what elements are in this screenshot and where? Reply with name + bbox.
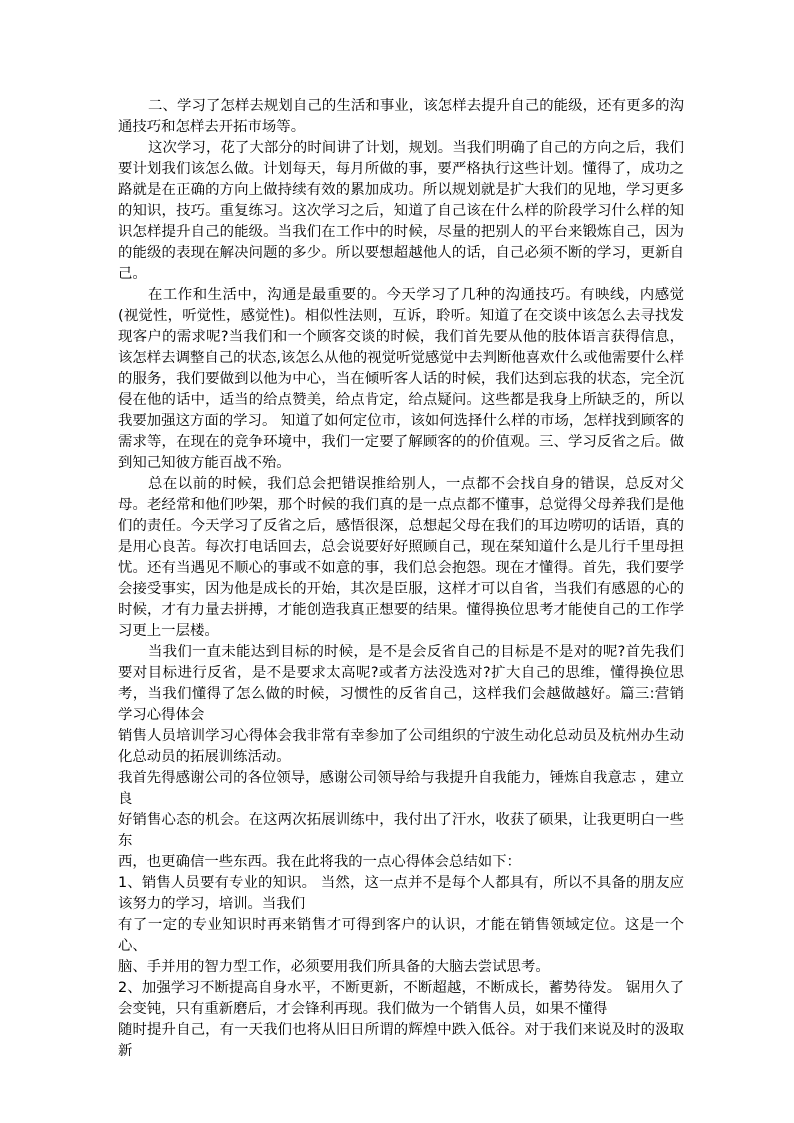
paragraph: 总在以前的时候，我们总会把错误推给别人，一点都不会找自身的错误，总反对父母。老经常和他们吵架，那个时候的我们真的是一点点都不懂事，总觉得父母养我们是他们的责任。今天学习了反省之后，感悟很深，总想起父母在我们的耳边唠叨的话语，真的是用心良苦。每次打电话回去，总会说要好好照顾自己，现在栞知道什么是儿行千里母担忧。还有当遇见不顺心的事或不如意的事，我们总会抱怨。现在才懂得。首先，我们要学会接受事实，因为他是成长的开始，其次是臣服，这样才可以自省，当我们有感恩的心的时候，才有力量去拼搏，才能创造我真正想要的结果。懂得换位思考才能使自己的工作学习更上一层楼。 [118, 476, 684, 639]
paragraph: 2、加强学习不断提高自身水平，不断更新，不断超越，不断成长，蓄势待发。 锯用久了会变钝，只有重新磨后，才会锋利再现。我们做为一个销售人员，如果不懂得 [118, 980, 684, 1017]
paragraph: 这次学习，花了大部分的时间讲了计划，规划。当我们明确了自己的方向之后，我们要计划我们该怎么做。计划每天，每月所做的事，要严格执行这些计划。懂得了，成功之路就是在正确的方向上做持续有效的累加成功。所以规划就是扩大我们的见地，学习更多的知识，技巧。重复练习。这次学习之后，知道了自己该在什么样的阶段学习什么样的知识怎样提升自己的能级。当我们在工作中的时候，尽量的把别人的平台来锻炼自己，因为的能级的表现在解决问题的多少。所以要想超越他人的话，自己必须不断的学习，更新自己。 [118, 140, 684, 282]
paragraph: 西，也更确信一些东西。我在此将我的一点心得体会总结如下： [118, 854, 521, 870]
paragraph: 脑、手并用的智力型工作，必须要用我们所具备的大脑去尝试思考。 [118, 959, 550, 975]
paragraph: 我首先得感谢公司的各位领导，感谢公司领导给与我提升自我能力，锤炼自我意志 ，建立良 [118, 770, 684, 807]
paragraph: 二、学习了怎样去规划自己的生活和事业，该怎样去提升自己的能级，还有更多的沟通技巧和怎样去开拓市场等。 [118, 98, 684, 135]
paragraph: 好销售心态的机会。在这两次拓展训练中，我付出了汗水，收获了硕果，让我更明白一些东 [118, 812, 684, 849]
paragraph: 当我们一直未能达到目标的时候，是不是会反省自己的目标是不是对的呢?首先我们要对目标进行反省，是不是要求太高呢?或者方法没选对?扩大自己的思维，懂得换位思考，当我们懂得了怎么做的时候，习惯性的反省自己，这样我们会越做越好。篇三:营销学习心得体会 [118, 644, 684, 723]
paragraph: 在工作和生活中，沟通是最重要的。今天学习了几种的沟通技巧。有映线，内感觉(视觉性，听觉性，感觉性)。相似性法则，互诉，聆听。知道了在交谈中该怎么去寻找发现客户的需求呢?当我们和一个顾客交谈的时候，我们首先要从他的肢体语言获得信息，该怎样去调整自己的状态,该怎么从他的视觉听觉感觉中去判断他喜欢什么或他需要什么样的服务，我们要做到以他为中心，当在倾听客人话的时候，我们达到忘我的状态，完全沉侵在他的话中，适当的给点赞美，给点肯定，给点疑问。这些都是我身上所缺乏的，所以我要加强这方面的学习。 知道了如何定位市，该如何选择什么样的市场，怎样找到顾客的需求等，在现在的竞争环境中，我们一定要了解顾客的的价值观。三、学习反省之后。做到知己知彼方能百战不殆。 [118, 287, 684, 471]
document-body [118, 96, 684, 1062]
paragraph: 销售人员培训学习心得体会我非常有幸参加了公司组织的宁波生动化总动员及杭州办生动化总动员的拓展训练活动。 [118, 728, 684, 765]
paragraph: 1、销售人员要有专业的知识。 当然，这一点并不是每个人都具有，所以不具备的朋友应该努力的学习，培训。当我们 [118, 875, 684, 912]
paragraph: 有了一定的专业知识时再来销售才可得到客户的认识，才能在销售领域定位。这是一个心、 [118, 917, 684, 954]
paragraph: 随时提升自己，有一天我们也将从旧日所谓的辉煌中跌入低谷。对于我们来说及时的汲取新 [118, 1022, 684, 1059]
